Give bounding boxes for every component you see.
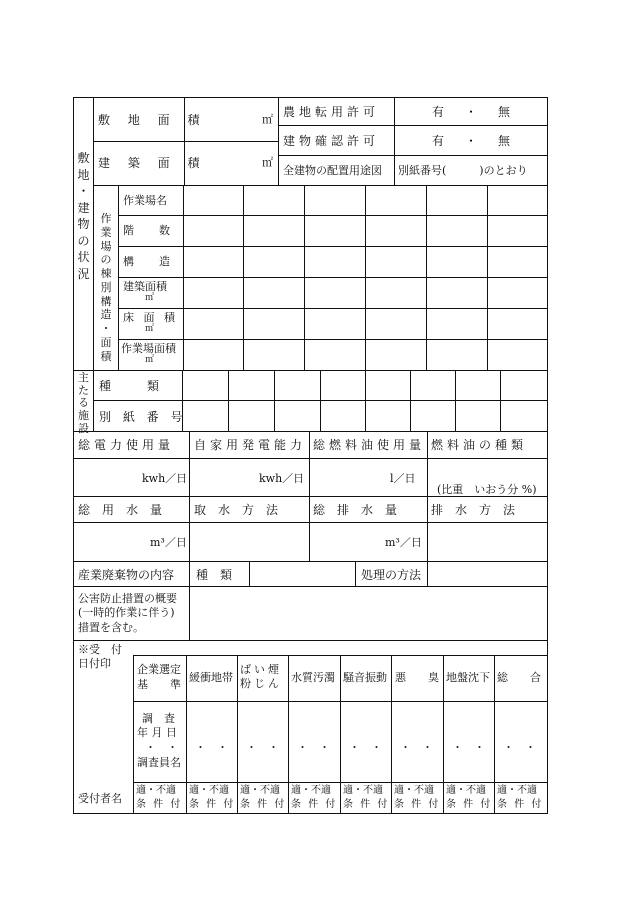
workshop-vertical-char: 構 — [100, 294, 112, 308]
survey-date-dots: ・ ・ — [246, 741, 279, 754]
workshop-vertical-char: 棟 — [100, 267, 112, 280]
survey-label-line4: 調査員名 — [137, 756, 181, 769]
judgment-suitable-unsuitable: 適・不適 — [136, 785, 176, 796]
judgment-suitable-unsuitable: 適・不適 — [497, 785, 537, 796]
facilities-vertical-char: 設 — [78, 421, 89, 435]
attached-reference-note: 別紙番号( )のとおり — [398, 164, 528, 177]
workshop-vertical-char: の — [100, 253, 112, 267]
survey-date-dots: ・ ・ — [195, 741, 228, 754]
criteria-label-line1: 企業選定 — [137, 663, 181, 676]
building-area-unit: ㎡ — [262, 156, 273, 169]
judgment-conditional: 条 件 付 — [343, 799, 390, 810]
layout-diagram-label: 全建物の配置用途図 — [283, 164, 382, 177]
workshop-vertical-char: 積 — [100, 349, 112, 363]
power-unit: kwh／日 — [142, 472, 188, 485]
farmland-dot: ・ — [465, 105, 478, 119]
water-unit: m³／日 — [150, 536, 187, 549]
judgment-conditional: 条 件 付 — [240, 799, 287, 810]
waste-type-label: 種 類 — [196, 568, 233, 582]
drainage-unit: m³／日 — [385, 536, 422, 549]
floor-area-row-label: 床 面 積 — [123, 311, 178, 324]
workshop-area-row-label: 作業場面積 — [121, 342, 176, 355]
water-intake-header: 取 水 方 法 — [194, 503, 279, 517]
facilities-vertical-char: た — [78, 383, 89, 397]
site-vertical-char: 物 — [77, 217, 90, 232]
survey-date-dots: ・ ・ — [349, 741, 382, 754]
workshop-vertical-char: ・ — [100, 322, 112, 335]
workshop-vertical-char: 面 — [100, 335, 112, 349]
site-vertical-char: 状 — [77, 250, 90, 265]
workshop-vertical-char: 造 — [100, 308, 112, 322]
survey-date-dots: ・ ・ — [400, 741, 433, 754]
survey-label-line1: 調 査 — [142, 712, 175, 725]
sulfur-content-note: (比重 いおう分 %) — [437, 483, 537, 496]
survey-label-line2: 年 月 日 — [137, 726, 177, 739]
judgment-conditional: 条 件 付 — [291, 799, 338, 810]
building-area-row-unit: ㎡ — [145, 293, 155, 303]
site-area-label: 敷 地 面 積 — [98, 113, 207, 127]
judgment-suitable-unsuitable: 適・不適 — [446, 785, 486, 796]
judgment-conditional: 条 件 付 — [136, 799, 183, 810]
building-dot: ・ — [465, 134, 478, 148]
building-area-row-label: 建築面積 — [123, 280, 167, 293]
workshop-vertical-char: 作 — [100, 212, 112, 225]
workshop-vertical-char: 業 — [100, 225, 112, 239]
facilities-vertical-label — [74, 372, 93, 435]
industrial-waste-label: 産業廃棄物の内容 — [78, 568, 175, 582]
pollution-label-line2: (一時的作業に伴う) — [78, 606, 175, 619]
category-subsidence: 地盤沈下 — [446, 671, 490, 684]
generation-unit: kwh／日 — [259, 472, 305, 485]
workshop-vertical-char: 別 — [100, 280, 112, 294]
workshop-vertical-label — [96, 212, 116, 363]
reception-stamp-line1: ※受 付 — [78, 643, 122, 656]
site-area-unit: ㎡ — [262, 113, 273, 126]
category-buffer-zone: 緩衝地帯 — [189, 671, 233, 684]
judgment-suitable-unsuitable: 適・不適 — [189, 785, 229, 796]
reception-stamp-line2: 日付印 — [78, 657, 111, 670]
farmland-permit-label: 農地転用許可 — [283, 105, 380, 119]
workshop-vertical-char: 場 — [100, 239, 112, 253]
criteria-label-line2: 基 準 — [137, 678, 181, 691]
fuel-unit: l／日 — [390, 472, 416, 485]
farmland-yes: 有 — [432, 105, 445, 119]
category-overall: 総 合 — [497, 671, 541, 684]
site-vertical-char: 敷 — [77, 151, 90, 165]
site-building-vertical-label — [74, 150, 93, 282]
judgment-conditional: 条 件 付 — [189, 799, 236, 810]
farmland-no: 無 — [498, 105, 511, 119]
fuel-type-header: 燃料油の種類 — [431, 438, 528, 452]
site-vertical-char: の — [77, 233, 90, 248]
judgment-conditional: 条 件 付 — [394, 799, 441, 810]
total-water-header: 総 用 水 量 — [78, 503, 163, 517]
survey-date-dots: ・ ・ — [452, 741, 485, 754]
pollution-label-line3: 措置を含む。 — [78, 621, 144, 634]
survey-label-line3: ・ ・ — [145, 741, 178, 754]
judgment-suitable-unsuitable: 適・不適 — [240, 785, 280, 796]
fuel-usage-header: 総燃料油使用量 — [313, 438, 426, 452]
building-permit-label: 建物確認許可 — [283, 134, 380, 148]
judgment-suitable-unsuitable: 適・不適 — [343, 785, 383, 796]
facilities-vertical-char: る — [78, 396, 89, 410]
facilities-vertical-char: 施 — [78, 408, 89, 422]
survey-date-dots: ・ ・ — [503, 741, 536, 754]
category-water-pollution: 水質汚濁 — [291, 671, 335, 684]
building-area-label: 建 築 面 積 — [98, 156, 207, 170]
generation-capacity-header: 自家用発電能力 — [194, 438, 307, 452]
facility-type-label: 種 類 — [99, 379, 160, 393]
floor-area-row-unit: ㎡ — [145, 324, 155, 334]
drainage-method-header: 排 水 方 法 — [431, 503, 516, 517]
facilities-vertical-char: 主 — [78, 371, 89, 384]
receiver-name-label: 受付者名 — [78, 792, 122, 805]
judgment-conditional: 条 件 付 — [497, 799, 544, 810]
pollution-label-line1: 公害防止措置の概要 — [78, 592, 177, 605]
treatment-method-label: 処理の方法 — [361, 568, 422, 582]
facility-ref-label: 別 紙 番 号 — [99, 410, 187, 424]
judgment-suitable-unsuitable: 適・不適 — [394, 785, 434, 796]
site-vertical-char: ・ — [77, 184, 90, 199]
building-no: 無 — [498, 134, 511, 148]
category-noise-vibration: 騒音振動 — [343, 671, 387, 684]
site-vertical-char: 建 — [77, 200, 90, 215]
workshop-name-label: 作業場名 — [123, 194, 167, 207]
building-yes: 有 — [432, 134, 445, 148]
site-vertical-char: 地 — [77, 167, 90, 182]
total-drainage-header: 総 排 水 量 — [313, 503, 398, 517]
survey-date-dots: ・ ・ — [297, 741, 330, 754]
category-smoke-dust: ばい煙 粉じん — [240, 663, 282, 691]
judgment-conditional: 条 件 付 — [446, 799, 493, 810]
judgment-suitable-unsuitable: 適・不適 — [291, 785, 331, 796]
structure-label: 構 造 — [123, 255, 171, 268]
floors-label: 階 数 — [123, 224, 171, 237]
workshop-area-row-unit: ㎡ — [145, 355, 155, 365]
site-vertical-char: 況 — [77, 266, 90, 281]
category-odor: 悪 臭 — [395, 671, 439, 684]
total-power-header: 総電力使用量 — [78, 438, 175, 452]
